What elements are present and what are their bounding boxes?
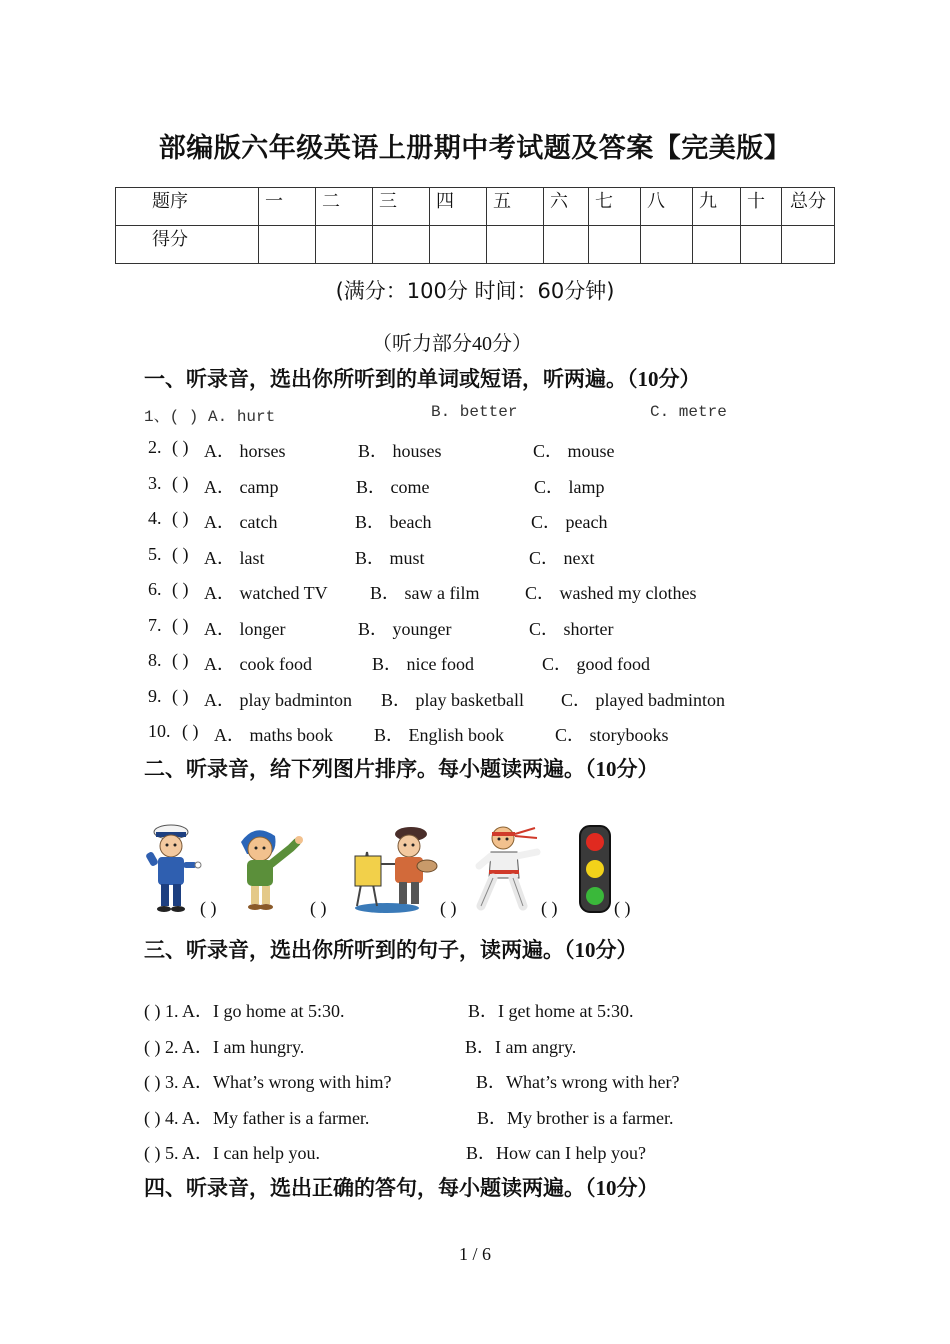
s1-q10-q-number: 10. [148,721,171,741]
s3-q4-option-a: ( ) 4. A．My father is a farmer. [144,1108,370,1128]
s1-q3-q-number: 3. [148,473,162,493]
s3-q3-option-a: ( ) 3. A．What’s wrong with him? [144,1072,392,1092]
s1-q6-option-c: C． washed my clothes [525,583,697,603]
pic2-blank[interactable]: ( ) [310,898,327,918]
score-cell[interactable] [741,226,782,264]
s1-q6-option-a: A． watched TV [204,583,328,603]
s1-q5-option-a: A． last [204,548,265,568]
s3-q3-option-b: B．What’s wrong with her? [476,1072,680,1092]
score-cell[interactable] [373,226,430,264]
s1-q10-q-answer-blank[interactable]: ( ) [182,721,199,741]
s1-q10-option-b: B． English book [374,725,505,745]
score-col-5: 五 [487,188,544,226]
karate-kid-picture [475,822,541,914]
s1-q7-option-c: C． shorter [529,619,614,639]
s1-q3-option-c: C． lamp [534,477,605,497]
score-col-9: 九 [693,188,741,226]
section2-points: （10分） [585,757,659,781]
score-cell[interactable] [589,226,641,264]
listening-section-header: （听力部分40分） [372,333,532,355]
s1-q5-q-answer-blank[interactable]: ( ) [172,544,189,564]
section4-points: （10分） [585,1176,659,1200]
q1-option-a: 1、( ) A. hurt [144,408,276,426]
s1-q9-option-b: B． play basketball [381,690,524,710]
score-col-2: 二 [316,188,373,226]
score-total-label: 总分 [782,188,835,226]
s1-q5-option-b: B． must [355,548,425,568]
s1-q8-option-a: A． cook food [204,654,312,674]
score-table-score-row [116,226,835,264]
score-col-7: 七 [589,188,641,226]
score-total-cell[interactable] [782,226,835,264]
s1-q3-q-answer-blank[interactable]: ( ) [172,473,189,493]
pic4-blank[interactable]: ( ) [541,898,558,918]
waving-boy-picture [233,822,307,914]
s1-q2-option-a: A． horses [204,441,286,461]
s1-q9-option-a: A． play badminton [204,690,352,710]
s3-q4-option-b: B．My brother is a farmer. [477,1108,674,1128]
section3-heading [144,934,638,964]
s1-q10-option-c: C． storybooks [555,725,669,745]
s1-q8-q-number: 8. [148,650,162,670]
score-table [115,187,835,264]
score-table-header-row [116,188,835,226]
section1-heading-text: 一、听录音，选出你所听到的单词或短语，听两遍。 [144,367,627,391]
page-title: 部编版六年级英语上册期中考试题及答案【完美版】 [158,133,792,164]
s1-q2-option-c: C． mouse [533,441,615,461]
score-col-10: 十 [741,188,782,226]
s1-q5-q-number: 5. [148,544,162,564]
section2-heading [144,753,659,783]
s1-q4-option-c: C． peach [531,512,608,532]
s1-q10-option-a: A． maths book [214,725,333,745]
s1-q9-option-c: C． played badminton [561,690,725,710]
section3-heading-text: 三、听录音，选出你所听到的句子，读两遍。 [144,938,564,962]
s1-q2-option-b: B． houses [358,441,442,461]
s3-q2-option-b: B．I am angry. [465,1037,577,1057]
section2-heading-text: 二、听录音，给下列图片排序。每小题读两遍。 [144,757,585,781]
score-cell[interactable] [259,226,316,264]
score-table-header-label: 题序 [116,188,259,226]
s1-q4-option-b: B． beach [355,512,432,532]
policeman-picture [143,822,203,914]
score-cell[interactable] [487,226,544,264]
score-cell[interactable] [316,226,373,264]
s1-q8-option-b: B． nice food [372,654,474,674]
s1-q9-q-number: 9. [148,686,162,706]
s1-q7-option-a: A． longer [204,619,286,639]
s1-q7-option-b: B． younger [358,619,452,639]
s1-q5-option-c: C． next [529,548,595,568]
s1-q9-q-answer-blank[interactable]: ( ) [172,686,189,706]
score-col-8: 八 [641,188,693,226]
s1-q6-q-answer-blank[interactable]: ( ) [172,579,189,599]
s1-q3-option-b: B． come [356,477,430,497]
score-cell[interactable] [430,226,487,264]
s3-q1-option-a: ( ) 1. A．I go home at 5:30. [144,1001,345,1021]
score-cell[interactable] [641,226,693,264]
score-col-4: 四 [430,188,487,226]
score-col-6: 六 [544,188,589,226]
s1-q2-q-answer-blank[interactable]: ( ) [172,437,189,457]
s1-q6-q-number: 6. [148,579,162,599]
score-cell[interactable] [693,226,741,264]
q1-option-b: B. better [431,403,518,421]
score-col-3: 三 [373,188,430,226]
traffic-light-picture [578,824,612,914]
score-col-1: 一 [259,188,316,226]
score-row-label: 得分 [116,226,259,264]
s1-q7-q-number: 7. [148,615,162,635]
s1-q4-option-a: A． catch [204,512,278,532]
s1-q8-q-answer-blank[interactable]: ( ) [172,650,189,670]
s3-q5-option-a: ( ) 5. A．I can help you. [144,1143,320,1163]
pic1-blank[interactable]: ( ) [200,898,217,918]
s1-q8-option-c: C． good food [542,654,650,674]
s3-q1-option-b: B．I get home at 5:30. [468,1001,634,1021]
s1-q2-q-number: 2. [148,437,162,457]
s1-q4-q-answer-blank[interactable]: ( ) [172,508,189,528]
s1-q4-q-number: 4. [148,508,162,528]
section1-heading [144,363,701,393]
s3-q2-option-a: ( ) 2. A．I am hungry. [144,1037,305,1057]
score-cell[interactable] [544,226,589,264]
s3-q5-option-b: B．How can I help you? [466,1143,646,1163]
page-number: 1 / 6 [458,1244,491,1264]
s1-q7-q-answer-blank[interactable]: ( ) [172,615,189,635]
pic3-blank[interactable]: ( ) [440,898,457,918]
section3-points: （10分） [564,938,638,962]
s1-q3-option-a: A． camp [204,477,279,497]
section4-heading-text: 四、听录音，选出正确的答句，每小题读两遍。 [144,1176,585,1200]
painter-picture [347,822,439,914]
section4-heading [144,1172,659,1202]
s1-q6-option-b: B． saw a film [370,583,480,603]
section1-points: （10分） [627,367,701,391]
pic5-blank[interactable]: ( ) [614,898,631,918]
score-time-info: (满分：100分 时间：60分钟) [335,279,615,303]
q1-option-c: C. metre [650,403,727,421]
